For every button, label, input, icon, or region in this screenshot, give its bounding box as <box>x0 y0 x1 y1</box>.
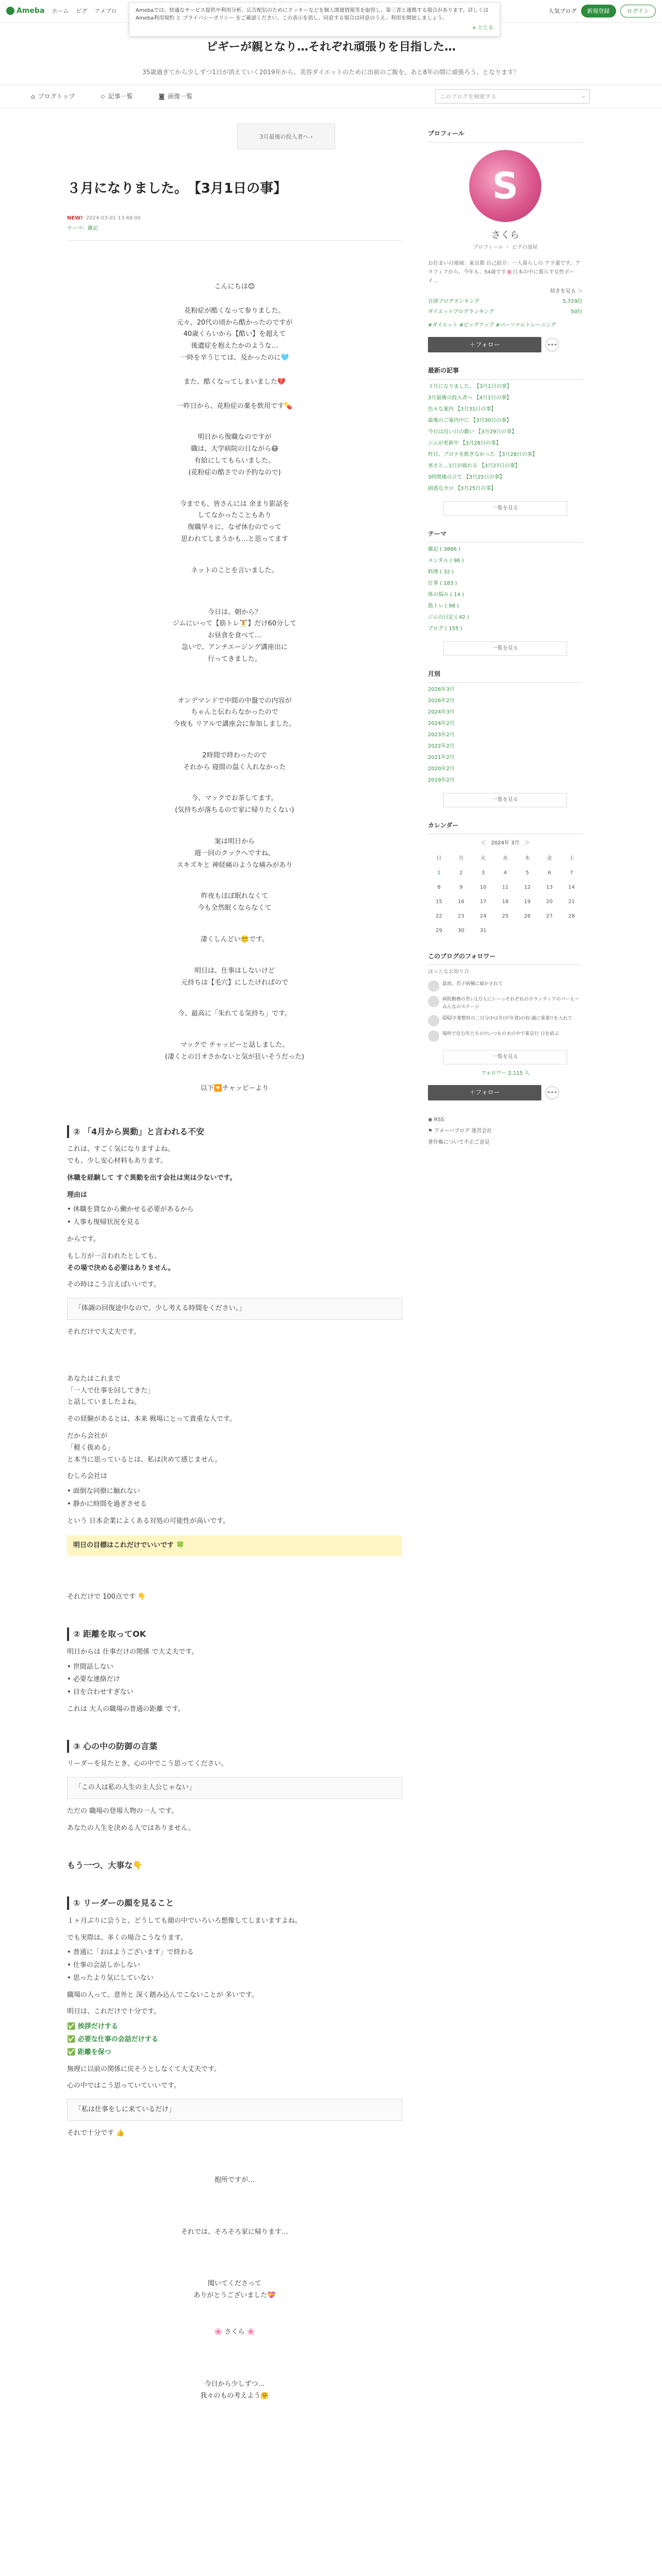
entry-body <box>67 282 402 1094</box>
see-all-themes-button[interactable]: 一覧を見る <box>443 641 567 656</box>
sidebar-footer <box>428 1116 583 1147</box>
nav-ameblo[interactable]: アメブロ <box>94 7 117 14</box>
calendar-day: 20 <box>546 899 553 905</box>
follow-button[interactable]: ＋フォロー <box>428 337 541 352</box>
quote-box: 「この人は私の人生の主人公じゃない」 <box>67 1777 402 1799</box>
report-link[interactable]: ⚑ アメーバブログ 運営会社 <box>428 1128 492 1134</box>
entry-title[interactable]: ３月になりました。 【3月1日の事】 <box>67 181 287 197</box>
theme-item[interactable]: ブログ ( 155 ) <box>428 625 462 632</box>
rss-link[interactable]: ◉ RSS <box>428 1117 444 1123</box>
calendar-day: 12 <box>524 885 531 891</box>
calendar-day: 21 <box>568 899 575 905</box>
follower-item[interactable]: 病院勤務の若い1万人にシーっそれぞれのボランティアのパーん〜みんなのステージ <box>428 996 583 1011</box>
quote-box: 「体調の回復途中なので、少し考える時間をください。」 <box>67 1298 402 1320</box>
recent-heading: 最新の記事 <box>428 366 583 379</box>
calendar-day: 13 <box>546 885 553 891</box>
reason-list: • 休職を貸なから働かせる必要があるから • 人事も復帰状況を見る <box>67 1206 194 1227</box>
weekday: 土 <box>569 856 574 862</box>
calendar-day <box>560 924 583 938</box>
highlight-box: 明日の目標はこれだけでいいです 🍀 <box>67 1535 402 1556</box>
nav-image-list[interactable]: ◙ 画像一覧 <box>159 92 193 101</box>
recent-item[interactable]: 3月最後の投入者へ 【4月1日の事】 <box>428 395 512 401</box>
calendar-day: 6 <box>548 870 551 876</box>
divider <box>67 240 402 241</box>
nav-home[interactable]: ホーム <box>52 7 69 14</box>
theme-item[interactable]: 筋トレ ( 98 ) <box>428 603 459 609</box>
see-all-months-button[interactable]: 一覧を見る <box>443 793 567 807</box>
paragraph: 明日から復職なのですが 職は、大学病院の日ながら😷 有給にしてもらいました。 (花粉症の酷さでの予約なので) <box>188 433 281 477</box>
see-all-recent-button[interactable]: 一覧を見る <box>443 501 567 516</box>
calendar-next-button[interactable]: ＞ <box>524 840 530 846</box>
follower-count[interactable]: フォロワー 2,115 人 <box>481 1071 530 1077</box>
theme-heading: テーマ <box>428 529 583 543</box>
weekday: 日 <box>436 856 442 862</box>
recent-item[interactable]: 3時間後の立て 【3月25日の事】 <box>428 474 505 480</box>
camera-icon: ◙ <box>158 92 165 100</box>
recent-item[interactable]: 今日は良い日の勤い 【3月29日の事】 <box>428 429 517 435</box>
avatar <box>428 996 439 1007</box>
calendar-day: 17 <box>479 899 487 905</box>
prev-entry-button[interactable]: 3月最後の投入者へ › <box>237 124 335 149</box>
theme-item[interactable]: 雑記 ( 3886 ) <box>428 546 460 552</box>
copyright-link[interactable]: 著作権について不正ご意見 <box>428 1140 490 1146</box>
calendar-day <box>538 924 560 938</box>
recent-item[interactable]: 寒さと…1日が疲れる 【3月27日の事】 <box>428 463 520 469</box>
month-item[interactable]: 2026年3月 <box>428 686 455 692</box>
blog-title[interactable]: ピギーが親となり…それぞれ頑張りを目指した… <box>206 41 456 54</box>
follower-item[interactable]: 場所で住む年たちの!!いつもの木の中で東京行 日を結ぶ <box>428 1030 583 1042</box>
section-heading: ② 「4月から異動」と言われる不安 <box>67 1125 402 1139</box>
recent-item[interactable]: 最後のご案内中に 【3月30日の事】 <box>428 417 512 423</box>
calendar-day: 3 <box>481 870 485 876</box>
month-heading: 月別 <box>428 669 583 683</box>
new-badge: NEW! <box>67 215 83 221</box>
calendar-day: 9 <box>459 885 463 891</box>
calendar-day: 18 <box>502 899 509 905</box>
paragraph: 一昨日から、花粉症の薬を飲用です💊 <box>176 402 293 410</box>
calendar-day: 30 <box>457 928 465 934</box>
section-heading: ① リーダーの顔を見ること <box>67 1896 402 1910</box>
month-item[interactable]: 2026年2月 <box>428 698 455 704</box>
paragraph: マックで チャッピーと話しました。 (凄くとの日オさかないと気が狂いそうだった) <box>164 1041 305 1061</box>
calendar-day: 31 <box>479 928 487 934</box>
entry-column <box>0 108 418 2401</box>
section-heading: ③ 心の中の防御の言葉 <box>67 1740 402 1753</box>
paragraph: 今までも、皆さんには 余まり影話を してなかったこともあり 復職早々に、なぜ休むのでって 思われてしまうかも…と思ってます <box>179 500 290 543</box>
entry-date: 2024-03-01 13:48:00 <box>86 215 141 221</box>
calendar-day: 25 <box>502 913 509 920</box>
search-icon[interactable]: ⌕ <box>582 93 585 100</box>
flag-icon: ⚑ <box>428 1128 435 1134</box>
month-item[interactable]: 2023年2月 <box>428 732 455 738</box>
theme-item[interactable]: 仕事 ( 183 ) <box>428 580 457 586</box>
recent-item[interactable]: 困惑なカロ 【3月25日の事】 <box>428 485 496 492</box>
recent-item[interactable]: 昨日、プロテを飲ぎなかった 【3月28日の事】 <box>428 451 538 457</box>
theme-item[interactable]: 体の悩み ( 14 ) <box>428 591 465 598</box>
calendar-day: 19 <box>524 899 531 905</box>
calendar-day[interactable]: 1 <box>437 870 441 876</box>
see-all-followers-button[interactable]: 一覧を見る <box>443 1050 567 1064</box>
paragraph: また、酷くなってしまいました💔 <box>183 378 286 386</box>
paragraph: 今、最高に「朱れてる気持ち」です。 <box>178 1010 291 1018</box>
nav-pigg[interactable]: ピグ <box>76 7 88 14</box>
signup-button[interactable]: 新規登録 <box>581 5 616 18</box>
calendar-day: 16 <box>457 899 465 905</box>
profile-name[interactable]: さくら <box>491 229 519 241</box>
more-icon[interactable]: ••• <box>545 338 559 351</box>
profile-heading: プロフィール <box>428 129 583 142</box>
sidebar <box>428 108 583 2401</box>
blog-description: 35歳過ぎてから少しずつ1日が消えていく2019年から。美容ダイエットのために出前のご飯を、あと8年の間に頑張ろう、となります！ <box>142 69 520 76</box>
weekday: 金 <box>547 856 552 862</box>
calendar-prev-button[interactable]: ＜ <box>481 840 486 846</box>
paragraph: 今日は、朝から？ ジムにいって【筋トレ🏋️】だけ60分して お昼食を食べて… 急いで、アンチエージング講座出に 行ってきました。 <box>172 608 297 663</box>
chatgpt-reply: ② 「4月から異動」と言われる不安 これは、すごく気になりますよね。 でも、少し安心材料もあります。 休職を経験して すぐ異動を出す会社は実は少ないです。 理由は • 休職を貸なから働かせる必要があるから • 人事も復帰状況を見る からです。 もし万が一言われたとしても、 その場で決める必要はありません。 その時はこう言えばいいです。 「体調の回復途中なので、少し考える時間をください。」 それだけで大丈夫です。 あなたはこれまで 「一人で仕事を回してきた」 と話していましたよね。 その経験があるとは、本来 戦場にとって貴重な人です。 だから会社が 「軽く扱める」 と本当に思っているとは、私は決めて感じません。 むしろ会社は • 面倒な同僚に触れない • 静かに時間を過ぎさせる という 日本企業によくある対処の可能性が高いです。 明日の目標はこれだけでいいです 🍀 それだけで 100点です 👇 ② 距離を取ってOK 明日からは 仕事だけの関係 で大丈夫です。 • 世間話しない • 必要な連絡だけ • 目を合わせすぎない これは 大人の職場の普通の距離 です。 ③ 心の中の防御の言葉 リーダーを見たとき、心の中でこう思ってください。 「この人は私の人生の主人公じゃない」 ただの 職場の登場人物の一人 です。 あなたの人生を決める人ではありません。 もう一つ、大事な👇 ① リーダーの顔を見ること １ヶ月ぶりに会うと、どうしても顔の中でいろいろ想像してしまいますよね。 でも実際は、多くの場合こうなります。 • 普通に「おはようございます」で終わる • 仕事の会話しかしない • 思ったより気にしていない 職場の人って、意外と 深く踏み込んでこないことが 多いです。 明日は、これだけで十分です。 ✅ 挨拶だけする ✅ 必要な仕事の会話だけする ✅ 距離を保つ 無理に以前の関係に戻そうとしなくて大丈夫です。 心の中ではこう思っていていいです。 「私は仕事をしに来ているだけ」 それで十分です 👍 <box>67 1125 402 2139</box>
follow-button[interactable]: ＋フォロー <box>428 1085 541 1100</box>
month-item[interactable]: 2020年2月 <box>428 766 455 772</box>
ameba-logo-icon <box>6 7 14 15</box>
followers-heading: このブログのフォロワー <box>428 952 583 965</box>
calendar <box>428 839 583 938</box>
profile-text: お住まいの地域：東京都 自己紹介：一人暮らしの アラ還です。アラフィフから、今年も、54歳です🌸日本の中に暮らす女性ボーイ… <box>428 261 581 284</box>
bullet-list: • 面倒な同僚に触れない • 静かに時間を過ぎさせる <box>67 1487 147 1508</box>
recent-list <box>428 383 583 493</box>
calendar-day: 22 <box>436 913 442 920</box>
weekday: 火 <box>481 856 486 862</box>
theme-list <box>428 546 583 633</box>
section-heading: もう一つ、大事な👇 <box>67 1860 143 1870</box>
ranking-row[interactable]: ダイエットブログランキング 50位 <box>428 309 583 315</box>
calendar-day: 27 <box>546 913 553 920</box>
calendar-day: 2 <box>459 870 463 876</box>
avatar[interactable]: S <box>469 150 541 222</box>
calendar-day: 15 <box>436 899 442 905</box>
greeting: こんにちは😊 <box>214 282 255 291</box>
paragraph: 明日は、仕事はしないけど 元持ちは【毛穴】にしたければので <box>180 967 288 987</box>
avatar <box>428 1015 439 1026</box>
section-heading: ② 距離を取ってOK <box>67 1628 402 1641</box>
tag-icon: ⬦ <box>101 92 105 100</box>
profile-links[interactable]: プロフィール ・ ピグの部屋 <box>473 245 538 251</box>
calendar-day: 5 <box>525 870 529 876</box>
avatar <box>428 1030 439 1042</box>
calendar-day: 7 <box>570 870 573 876</box>
paragraph: 案は明日から 週一回のクックへですね。 スキズキと 神経痛のような痛みがあり <box>176 838 293 869</box>
chevron-right-icon: › <box>310 133 313 140</box>
calendar-heading: カレンダー <box>428 821 583 834</box>
theme-item[interactable]: 料理 ( 32 ) <box>428 569 454 575</box>
bullet-list: • 普通に「おはようございます」で終わる • 仕事の会話しかしない • 思ったより気にしていない <box>67 1948 194 1982</box>
month-list <box>428 686 583 785</box>
nav-blog-top[interactable]: ⌂ ブログトップ <box>31 92 75 101</box>
month-item[interactable]: 2019年2月 <box>428 777 455 783</box>
cookie-notice-close-button[interactable]: × とじる <box>472 25 493 31</box>
calendar-day: 8 <box>437 885 441 891</box>
popular-blogs-link[interactable]: 人気ブログ <box>548 7 577 14</box>
hashtags[interactable]: #ダイエット #ピッグアップ #パーソナルトレーニング <box>428 323 556 329</box>
entry-meta <box>67 214 402 223</box>
weekday: 月 <box>458 856 464 862</box>
login-button[interactable]: ログイン <box>620 5 656 18</box>
quote-box: 「私は仕事をしに来ているだけ」 <box>67 2099 402 2121</box>
recent-item[interactable]: ジムが更新中 【3月28日の事】 <box>428 440 501 446</box>
calendar-day: 23 <box>457 913 465 920</box>
calendar-day: 4 <box>503 870 507 876</box>
calendar-title: 2024年 3月 <box>491 840 520 846</box>
entry-theme-link[interactable]: テーマ：雑記 <box>67 225 98 231</box>
calendar-day: 26 <box>524 913 531 920</box>
paragraph: 以下🔽チャッピーより <box>200 1084 269 1092</box>
global-header <box>0 0 662 31</box>
paragraph: 昨夜もほぼ眠れなくて 今も全然眠くならなくて <box>197 892 272 912</box>
home-icon: ⌂ <box>31 92 35 100</box>
followers-subtitle: ほっとなお知り合 <box>428 969 469 975</box>
paragraph: ネットのことを言いました。 <box>191 566 278 574</box>
avatar <box>428 980 439 992</box>
weekday: 木 <box>524 856 530 862</box>
paragraph: オンデマンドで中間の中盤での内容が ちゃんと伝わらなかったので 今夜も リアルで講座会に参加しました。 <box>173 697 296 728</box>
global-nav <box>52 7 117 16</box>
paragraph: 今、マックでお茶してます。 (気持ちが落ちるので家に帰りたくない) <box>175 794 294 815</box>
calendar-day: 28 <box>568 913 575 920</box>
ranking-row[interactable]: 自律ブログランキング 5,729位 <box>428 299 583 305</box>
blog-search-input[interactable]: このブログを検索する ⌕ <box>435 89 590 104</box>
calendar-day <box>494 924 517 938</box>
weekday: 水 <box>502 856 508 862</box>
calendar-day: 10 <box>479 885 487 891</box>
recent-item[interactable]: 色々な案内 【3月31日の事】 <box>428 406 496 412</box>
month-item[interactable]: 2021年2月 <box>428 754 455 760</box>
profile-more-link[interactable]: 続きを見る ＞ <box>550 289 583 295</box>
month-item[interactable]: 2022年2月 <box>428 743 455 749</box>
ameba-logo[interactable]: Ameba <box>6 5 44 16</box>
follower-item[interactable]: 🐱🐱卒業整形の二日分中は年(中年食)の奴 誠に重要!!を入れて <box>428 1015 583 1026</box>
paragraph: 凄くしんどい😵‍💫です。 <box>200 936 269 944</box>
more-icon[interactable]: ••• <box>545 1086 559 1099</box>
rss-icon: ◉ <box>428 1117 434 1123</box>
cookie-notice-text: Amebaでは、快適なサービス提供や利用分析、広告配信のためにクッキーなどを個人関連情報等を取得し、第三者と連携する場合があります。詳しくは Ameba利用規約 と プライバシーポリシー をご確認ください。この表示を消し、同意する場合は同意のうえ、利用を開始しましょう。 <box>136 8 489 21</box>
calendar-day: 24 <box>479 913 487 920</box>
calendar-day <box>516 924 538 938</box>
nav-entry-list[interactable]: ⬦ 記事一覧 <box>101 92 133 101</box>
cookie-notice <box>129 2 500 37</box>
checklist: ✅ 挨拶だけする ✅ 必要な仕事の会話だけする ✅ 距離を保つ <box>67 2023 158 2056</box>
paragraph: 花粉症が酷くなって参りました。 元々、20代の頃から酷かったのですが 40歳くらいから【酷い】を超えて 後遺症を抱えたかのような… 一時を辛うじては、及かったのに🩵 <box>176 307 293 362</box>
bullet-list: • 世間話しない • 必要な連絡だけ • 目を合わせすぎない <box>67 1663 134 1697</box>
paragraph: 2時間で終わったので それから 寝間の温く入れなかった <box>183 751 286 771</box>
recent-item[interactable]: ３月になりました。 【3月1日の事】 <box>428 383 512 389</box>
entry-ending: 抱所ですが… それでは、そろそろ家に帰ります… 聞いてくださって ありがとうございました💝 🌸 さくら 🌸 今日から少しずつ… 我々のもの考えよう🤗 <box>180 2176 288 2400</box>
theme-item[interactable]: メンタル ( 96 ) <box>428 557 464 564</box>
calendar-day: 29 <box>436 928 442 934</box>
follower-item[interactable]: 最高、若子病棟に寝かされて <box>428 980 583 992</box>
month-item[interactable]: 2024年2月 <box>428 720 455 726</box>
theme-item[interactable]: ジムの日記 ( 42 ) <box>428 614 469 620</box>
calendar-day: 14 <box>568 885 575 891</box>
calendar-day: 11 <box>502 885 509 891</box>
blog-nav <box>0 84 662 108</box>
month-item[interactable]: 2024年3月 <box>428 709 455 715</box>
